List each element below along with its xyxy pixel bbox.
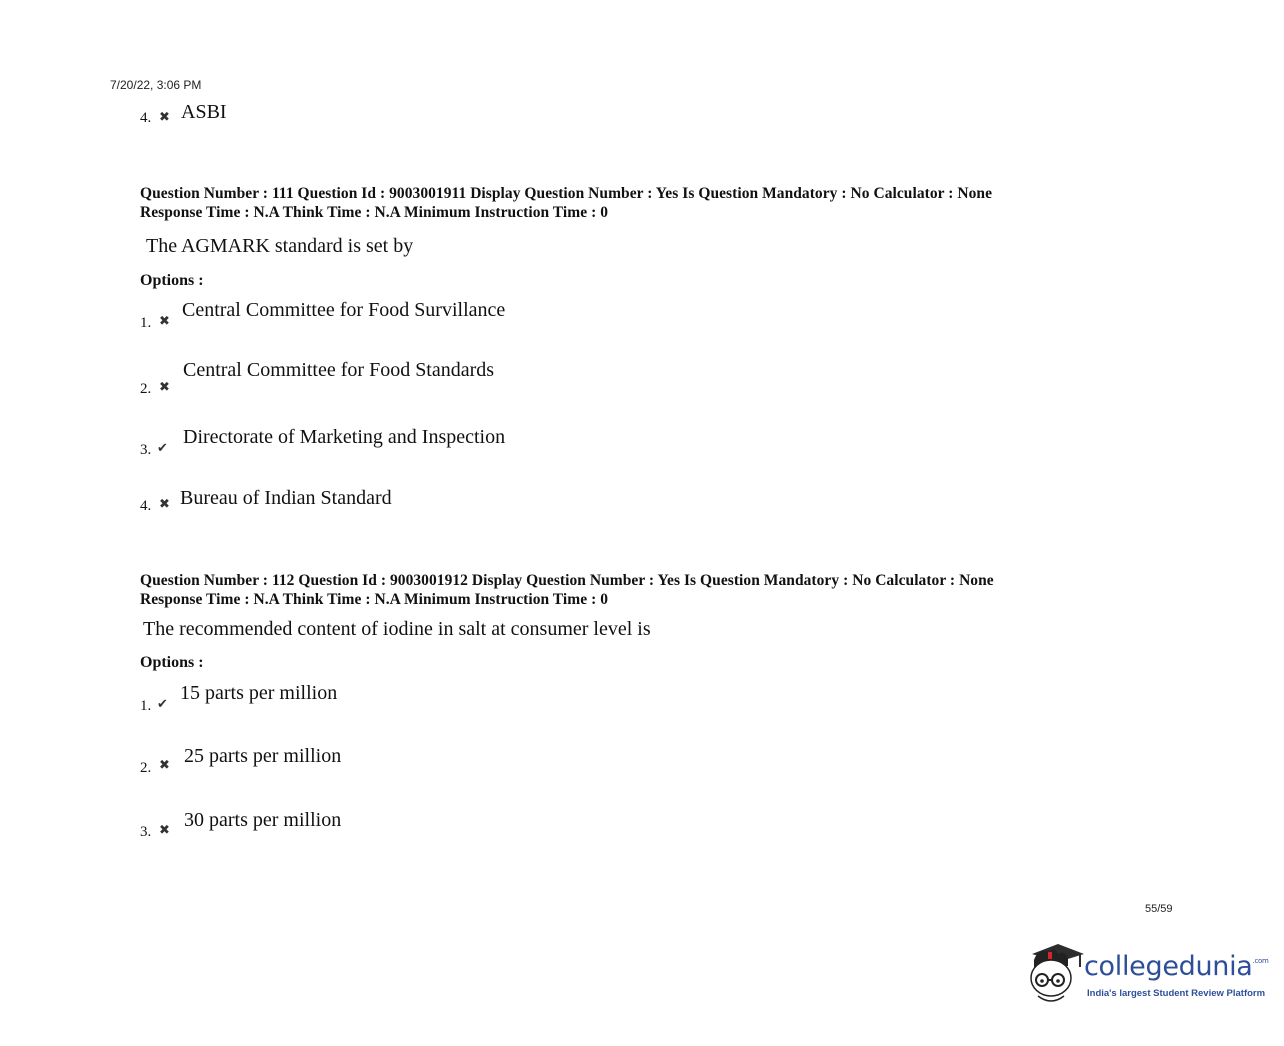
question-meta-line2: Response Time : N.A Think Time : N.A Minimum Instruction Time : 0 (140, 591, 609, 608)
option-text: Central Committee for Food Survillance (182, 299, 506, 321)
option-number: 3. (140, 824, 152, 840)
wrong-mark-icon: ✖ (159, 379, 170, 394)
wrong-mark-icon: ✖ (159, 313, 170, 328)
question-meta-line2: Response Time : N.A Think Time : N.A Minimum Instruction Time : 0 (140, 204, 609, 221)
question-text: The recommended content of iodine in salt at consumer level is (143, 618, 651, 640)
option-number: 3. (140, 442, 152, 458)
option-text: ASBI (181, 101, 227, 123)
option-text: Bureau of Indian Standard (180, 487, 392, 509)
question-meta-line1: Question Number : 112 Question Id : 9003001912 Display Question Number : Yes Is Question Mandatory : No Calculator : None (140, 572, 994, 589)
option-number: 2. (140, 760, 152, 776)
option-text: 15 parts per million (180, 682, 338, 704)
option-number: 1. (140, 315, 152, 331)
print-timestamp: 7/20/22, 3:06 PM (110, 78, 202, 92)
logo-wordmark (1084, 951, 1269, 982)
option-text: 30 parts per million (184, 809, 342, 831)
wrong-mark-icon: ✖ (159, 496, 170, 511)
option-text: 25 parts per million (184, 745, 342, 767)
logo-name: collegedunia (1084, 951, 1253, 982)
option-number: 1. (140, 698, 152, 714)
page-number: 55/59 (1145, 903, 1173, 915)
option-text: Central Committee for Food Standards (183, 359, 495, 381)
option-text: Directorate of Marketing and Inspection (183, 426, 506, 448)
options-label: Options : (140, 654, 204, 671)
wrong-mark-icon: ✖ (159, 109, 170, 124)
question-meta-line1: Question Number : 111 Question Id : 9003001911 Display Question Number : Yes Is Question Mandatory : No Calculator : None (140, 185, 993, 202)
option-number: 4. (140, 498, 152, 514)
question-text: The AGMARK standard is set by (146, 235, 414, 257)
logo-suffix: .com (1252, 957, 1269, 965)
option-number: 4. (140, 110, 152, 126)
logo-tagline: India's largest Student Review Platform (1087, 988, 1266, 999)
wrong-mark-icon: ✖ (159, 822, 170, 837)
check-mark-icon: ✔ (157, 440, 168, 455)
check-mark-icon: ✔ (157, 696, 168, 711)
option-number: 2. (140, 381, 152, 397)
wrong-mark-icon: ✖ (159, 757, 170, 772)
options-label: Options : (140, 272, 204, 289)
mascot-icon (1024, 940, 1086, 1008)
